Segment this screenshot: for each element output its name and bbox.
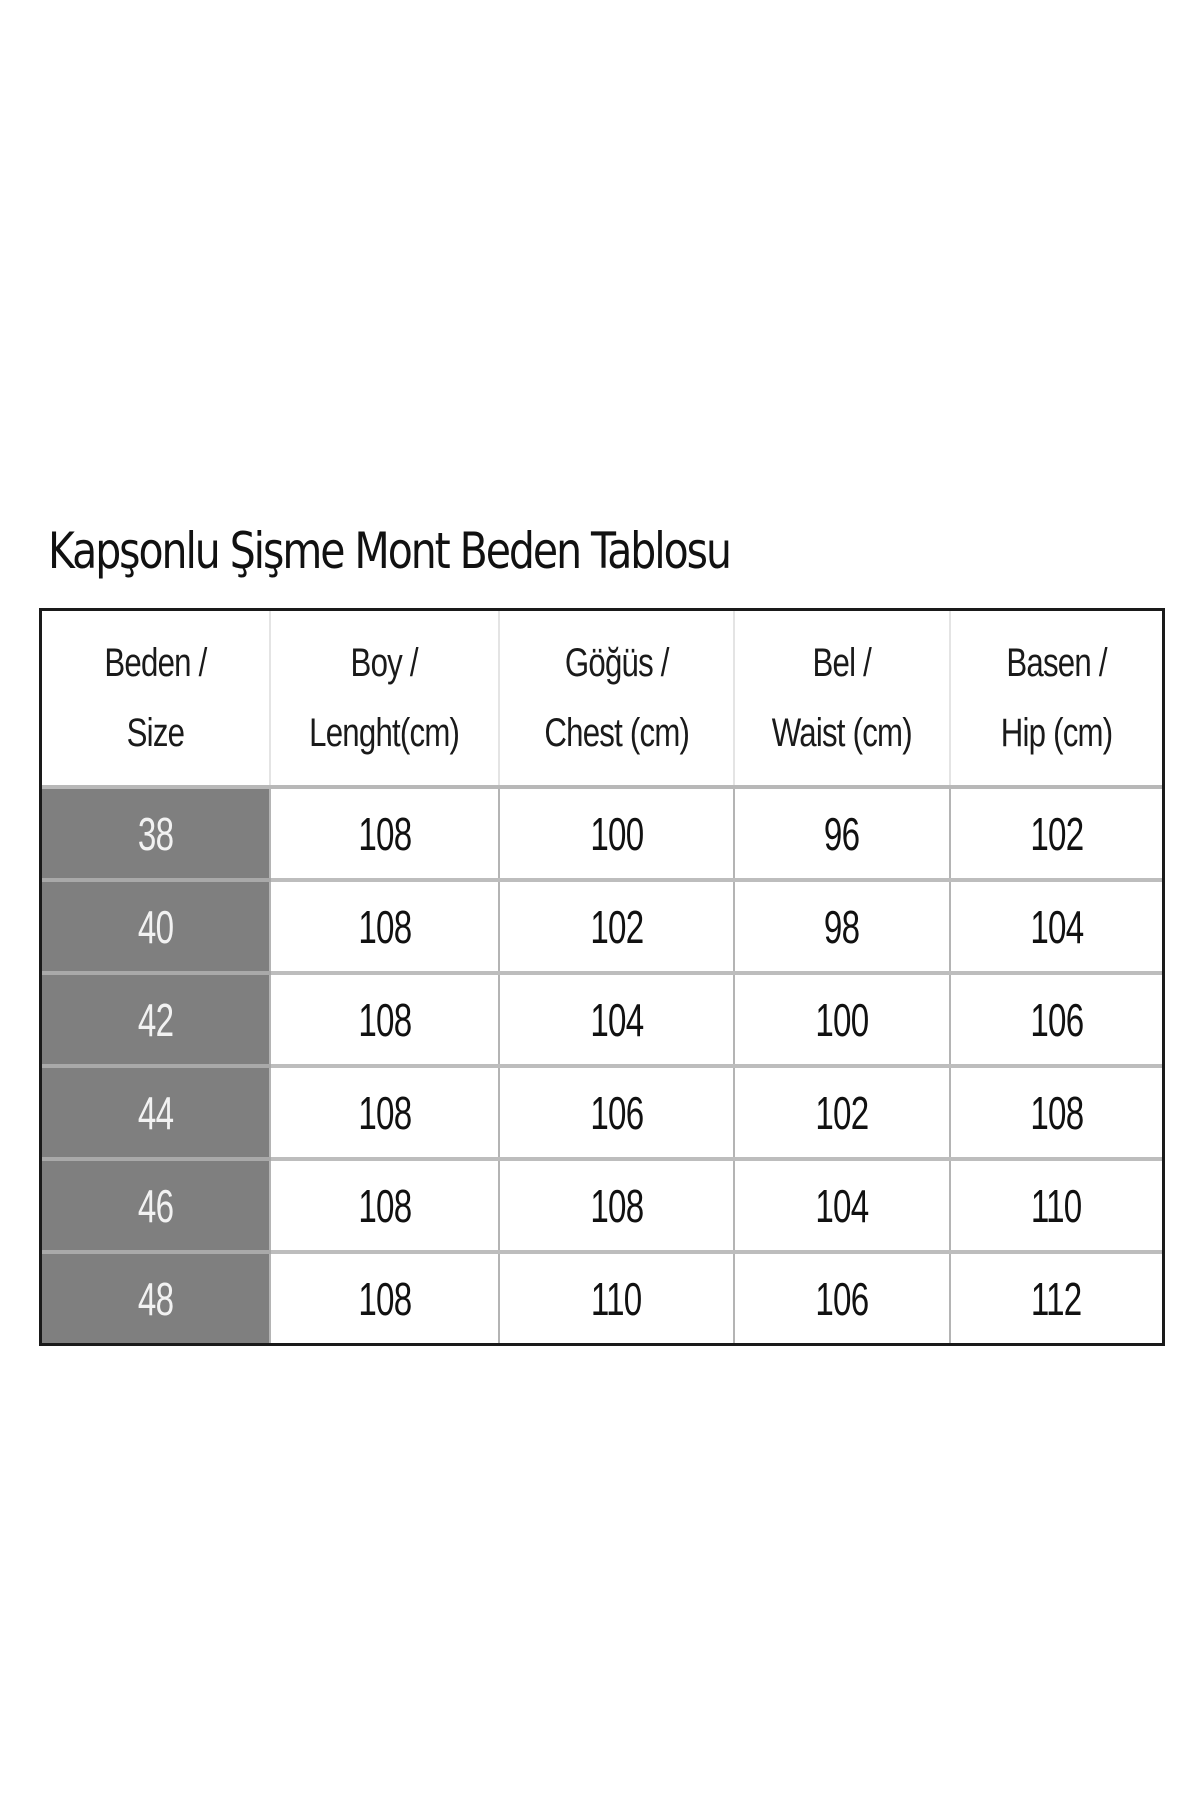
length-cell: 108 bbox=[270, 787, 499, 880]
waist-cell: 104 bbox=[734, 1159, 950, 1252]
waist-cell: 96 bbox=[734, 787, 950, 880]
chest-cell: 110 bbox=[499, 1252, 734, 1343]
table-row bbox=[42, 973, 1162, 1066]
table-row bbox=[42, 787, 1162, 880]
size-chart-table bbox=[39, 608, 1165, 1346]
table-row bbox=[42, 1252, 1162, 1343]
table-row bbox=[42, 1159, 1162, 1252]
hip-cell: 104 bbox=[950, 880, 1162, 973]
waist-cell: 106 bbox=[734, 1252, 950, 1343]
length-cell: 108 bbox=[270, 973, 499, 1066]
length-cell: 108 bbox=[270, 1252, 499, 1343]
size-cell: 46 bbox=[42, 1159, 270, 1252]
hip-cell: 106 bbox=[950, 973, 1162, 1066]
waist-cell: 98 bbox=[734, 880, 950, 973]
size-cell: 44 bbox=[42, 1066, 270, 1159]
header-chest: Göğüs / Chest (cm) bbox=[499, 611, 734, 787]
size-cell: 48 bbox=[42, 1252, 270, 1343]
hip-cell: 108 bbox=[950, 1066, 1162, 1159]
length-cell: 108 bbox=[270, 1066, 499, 1159]
length-cell: 108 bbox=[270, 880, 499, 973]
chest-cell: 104 bbox=[499, 973, 734, 1066]
size-cell: 38 bbox=[42, 787, 270, 880]
chest-cell: 108 bbox=[499, 1159, 734, 1252]
waist-cell: 102 bbox=[734, 1066, 950, 1159]
header-size: Beden / Size bbox=[42, 611, 270, 787]
chest-cell: 100 bbox=[499, 787, 734, 880]
length-cell: 108 bbox=[270, 1159, 499, 1252]
hip-cell: 102 bbox=[950, 787, 1162, 880]
chest-cell: 106 bbox=[499, 1066, 734, 1159]
size-cell: 42 bbox=[42, 973, 270, 1066]
size-cell: 40 bbox=[42, 880, 270, 973]
hip-cell: 110 bbox=[950, 1159, 1162, 1252]
chest-cell: 102 bbox=[499, 880, 734, 973]
header-hip: Basen / Hip (cm) bbox=[950, 611, 1162, 787]
hip-cell: 112 bbox=[950, 1252, 1162, 1343]
header-waist: Bel / Waist (cm) bbox=[734, 611, 950, 787]
header-length: Boy / Lenght(cm) bbox=[270, 611, 499, 787]
table-row bbox=[42, 880, 1162, 973]
table-row bbox=[42, 1066, 1162, 1159]
waist-cell: 100 bbox=[734, 973, 950, 1066]
header-row bbox=[42, 611, 1162, 787]
size-chart-title: Kapşonlu Şişme Mont Beden Tablosu bbox=[48, 522, 730, 580]
